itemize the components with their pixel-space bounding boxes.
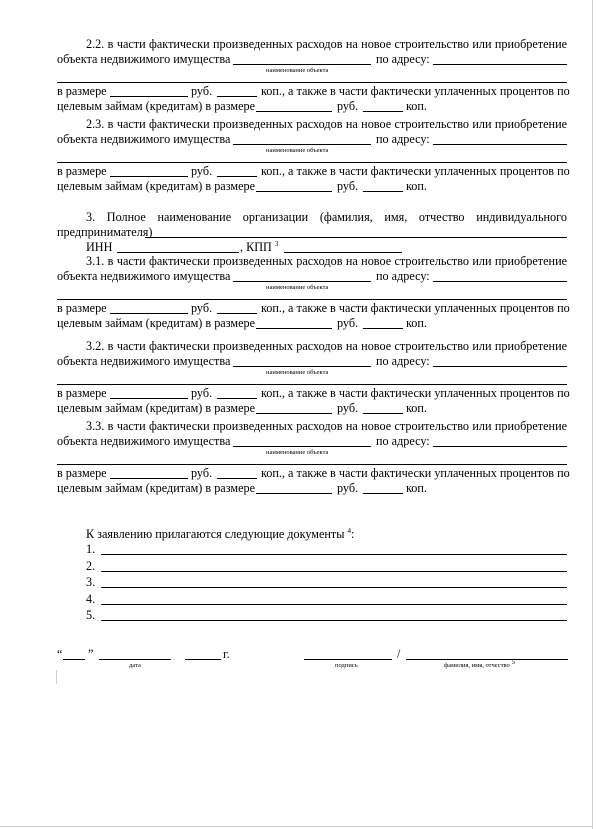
doc-item-field[interactable] (101, 587, 567, 588)
object-name-field[interactable] (233, 366, 371, 367)
doc-item-field[interactable] (101, 620, 567, 621)
block-line1: 2.3. в части фактически произведенных расходов на новое строительство или приобретение (86, 117, 568, 131)
size-label: в размере (57, 386, 107, 400)
interest-rub-field[interactable] (256, 493, 332, 494)
block-line2: объекта недвижимого имущества (57, 52, 231, 66)
address-field-line2[interactable] (57, 162, 567, 163)
target-loan-label: целевым займам (кредитам) в размере (57, 401, 255, 415)
address-field[interactable] (433, 144, 567, 145)
fio-field[interactable] (406, 659, 568, 660)
doc-item-number: 5. (86, 608, 96, 622)
block-line1: 3.3. в части фактически произведенных расходов на новое строительство или приобретение (86, 419, 568, 433)
text-cursor-mark (56, 670, 57, 684)
doc-item-number: 2. (86, 558, 96, 573)
size-label: в размере (57, 301, 107, 315)
rub-amount-field[interactable] (110, 176, 188, 177)
target-loan-label: целевым займам (кредитам) в размере (57, 179, 255, 193)
interest-kop-field[interactable] (363, 493, 403, 494)
address-field-line2[interactable] (57, 384, 567, 385)
kop-also-label: коп., а также в части фактически уплаченных процентов по (261, 84, 570, 98)
address-label: по адресу: (376, 132, 430, 146)
block-line2: объекта недвижимого имущества (57, 132, 231, 146)
doc-item-field[interactable] (101, 571, 567, 572)
object-name-caption: наименование объекта (266, 369, 329, 376)
year-field[interactable] (185, 659, 221, 660)
interest-kop-label: коп. (406, 99, 427, 113)
interest-rub-label: руб. (337, 401, 359, 415)
signature-field[interactable] (304, 659, 392, 660)
page-edge-bottom (0, 826, 592, 827)
object-name-caption: наименование объекта (266, 284, 329, 291)
kop-also-label: коп., а также в части фактически уплаченных процентов по (261, 466, 570, 480)
doc-item-number: 3. (86, 575, 96, 589)
kop-amount-field[interactable] (217, 313, 257, 314)
interest-kop-field[interactable] (363, 191, 403, 192)
rub-label: руб. (191, 386, 213, 400)
doc-item-number: 1. (86, 542, 96, 556)
signature-slash: / (397, 647, 401, 661)
inn-field[interactable] (117, 252, 239, 253)
object-name-caption: наименование объекта (266, 449, 329, 456)
date-open-quote: “ (57, 647, 63, 661)
interest-kop-field[interactable] (363, 328, 403, 329)
kop-also-label: коп., а также в части фактически уплаченных процентов по (261, 164, 570, 178)
rub-amount-field[interactable] (110, 478, 188, 479)
address-label: по адресу: (376, 52, 430, 66)
kop-amount-field[interactable] (217, 96, 257, 97)
block-line1: 3.1. в части фактически произведенных расходов на новое строительство или приобретение (86, 254, 568, 268)
rub-label: руб. (191, 466, 213, 480)
block-line2: объекта недвижимого имущества (57, 269, 231, 283)
address-label: по адресу: (376, 354, 430, 368)
interest-rub-field[interactable] (256, 111, 332, 112)
size-label: в размере (57, 84, 107, 98)
block-line1: 3.2. в части фактически произведенных расходов на новое строительство или приобретение (86, 339, 568, 353)
object-name-field[interactable] (233, 446, 371, 447)
interest-rub-field[interactable] (256, 328, 332, 329)
interest-rub-field[interactable] (256, 413, 332, 414)
interest-kop-label: коп. (406, 179, 427, 193)
doc-item-number: 4. (86, 591, 96, 606)
date-caption: дата (129, 662, 141, 669)
day-field[interactable] (63, 659, 85, 660)
kop-amount-field[interactable] (217, 478, 257, 479)
object-name-field[interactable] (233, 64, 371, 65)
address-field-line2[interactable] (57, 464, 567, 465)
interest-rub-label: руб. (337, 99, 359, 113)
interest-rub-label: руб. (337, 481, 359, 495)
rub-amount-field[interactable] (110, 313, 188, 314)
page-edge-right (592, 0, 593, 829)
interest-kop-label: коп. (406, 316, 427, 330)
address-field[interactable] (433, 366, 567, 367)
interest-kop-label: коп. (406, 401, 427, 415)
object-name-field[interactable] (233, 144, 371, 145)
kop-also-label: коп., а также в части фактически уплаченных процентов по (261, 386, 570, 400)
rub-label: руб. (191, 164, 213, 178)
address-label: по адресу: (376, 434, 430, 448)
interest-kop-label: коп. (406, 481, 427, 495)
size-label: в размере (57, 164, 107, 178)
month-field[interactable] (99, 659, 171, 660)
fio-caption: фамилия, имя, отчество 5 (444, 658, 515, 670)
target-loan-label: целевым займам (кредитам) в размере (57, 99, 255, 113)
rub-amount-field[interactable] (110, 96, 188, 97)
block-line2: объекта недвижимого имущества (57, 434, 231, 448)
section3-line2: предпринимателя) (57, 225, 153, 239)
kop-amount-field[interactable] (217, 176, 257, 177)
year-suffix: г. (223, 647, 230, 661)
rub-label: руб. (191, 301, 213, 315)
doc-item-field[interactable] (101, 554, 567, 555)
size-label: в размере (57, 466, 107, 480)
date-close-quote: ” (88, 647, 94, 661)
object-name-caption: наименование объекта (266, 147, 329, 154)
doc-item-field[interactable] (101, 604, 567, 605)
address-field[interactable] (433, 64, 567, 65)
address-field[interactable] (433, 281, 567, 282)
kpp-label: , КПП $^3$ (240, 239, 279, 254)
object-name-caption: наименование объекта (266, 67, 329, 74)
interest-rub-field[interactable] (256, 191, 332, 192)
signature-caption: подпись (335, 662, 358, 669)
target-loan-label: целевым займам (кредитам) в размере (57, 481, 255, 495)
org-name-field[interactable] (145, 237, 567, 238)
target-loan-label: целевым займам (кредитам) в размере (57, 316, 255, 330)
interest-kop-field[interactable] (363, 413, 403, 414)
address-label: по адресу: (376, 269, 430, 283)
address-field-line2[interactable] (57, 82, 567, 83)
interest-rub-label: руб. (337, 179, 359, 193)
address-field-line2[interactable] (57, 299, 567, 300)
object-name-field[interactable] (233, 281, 371, 282)
rub-amount-field[interactable] (110, 398, 188, 399)
inn-label: ИНН (86, 240, 113, 254)
kpp-field[interactable] (284, 252, 402, 253)
docs-heading: К заявлению прилагаются следующие документы $^4$: (86, 526, 355, 541)
interest-rub-label: руб. (337, 316, 359, 330)
address-field[interactable] (433, 446, 567, 447)
kop-also-label: коп., а также в части фактически уплаченных процентов по (261, 301, 570, 315)
interest-kop-field[interactable] (363, 111, 403, 112)
block-line1: 2.2. в части фактически произведенных расходов на новое строительство или приобретение (86, 37, 568, 51)
kop-amount-field[interactable] (217, 398, 257, 399)
section3-heading: 3. Полное наименование организации (фамилия, имя, отчество индивидуального (86, 210, 567, 224)
block-line2: объекта недвижимого имущества (57, 354, 231, 368)
rub-label: руб. (191, 84, 213, 98)
